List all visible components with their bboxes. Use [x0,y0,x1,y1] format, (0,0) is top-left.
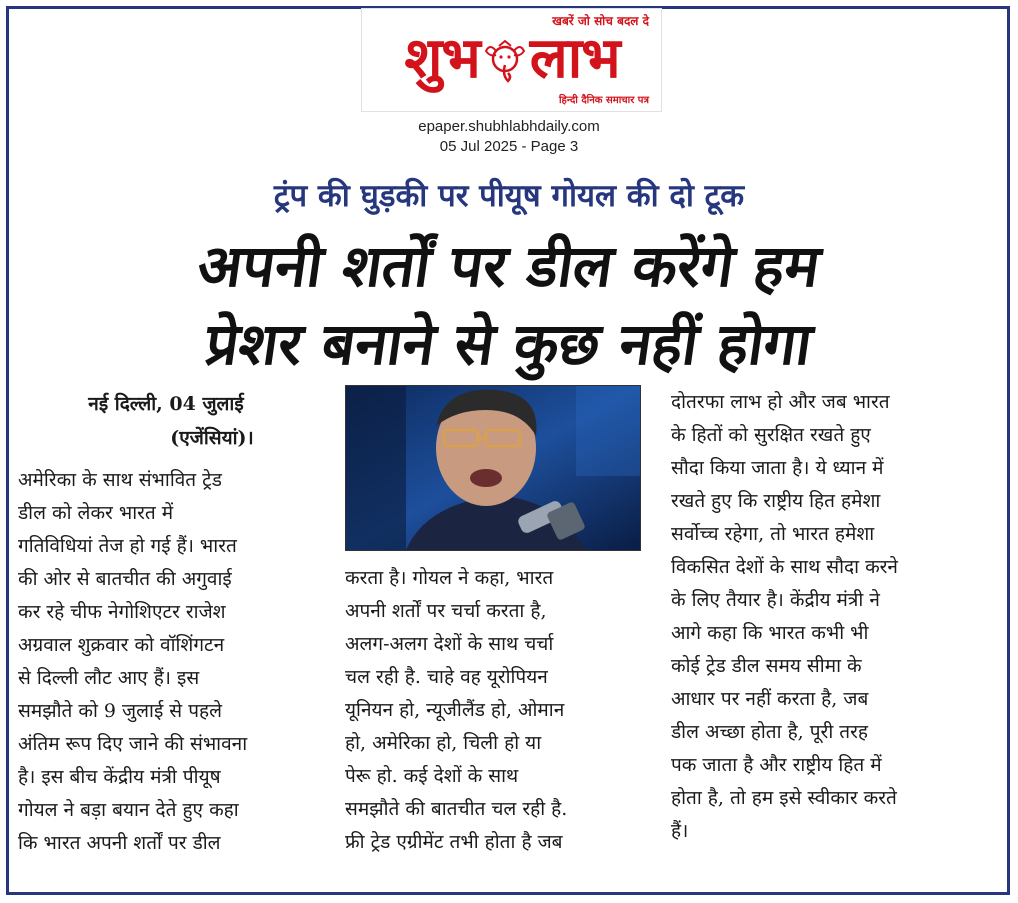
article-column-2 [345,562,641,859]
article-text-line: अलग-अलग देशों के साथ चर्चा [345,633,554,655]
article-kicker: ट्रंप की घुड़की पर पीयूष गोयल की दो टूक [273,178,745,214]
article-text-line: के हितों को सुरक्षित रखते हुए [671,424,871,446]
article-text-line: रखते हुए कि राष्ट्रीय हित हमेशा [671,490,881,512]
article-text-line: गोयल ने बड़ा बयान देते हुए कहा [18,799,239,821]
article-column-1 [18,464,314,860]
article-text-line: चल रही है. चाहे वह यूरोपियन [345,666,548,688]
article-text-line: कोई ट्रेड डील समय सीमा के [671,655,862,677]
article-text-line: हैं। [671,820,689,842]
article-text-line: पेरू हो. कई देशों के साथ [345,765,519,787]
article-text-line: अग्रवाल शुक्रवार को वॉशिंगटन [18,634,225,656]
article-text-line: डील अच्छा होता है, पूरी तरह [671,721,868,743]
article-text-line: कर रहे चीफ नेगोशिएटर राजेश [18,601,226,623]
edition-url: epaper.shubhlabhdaily.com [418,118,600,135]
masthead-subtitle: हिन्दी दैनिक समाचार पत्र [558,95,649,106]
article-text-line: अमेरिका के साथ संभावित ट्रेड [18,469,222,491]
article-text-line: आधार पर नहीं करता है, जब [671,688,869,710]
speaker-photo [346,386,640,550]
article-text-line: सर्वोच्च रहेगा, तो भारत हमेशा [671,523,875,545]
article-text-line: के लिए तैयार है। केंद्रीय मंत्री ने [671,589,880,611]
article-column-3 [671,386,967,848]
article-headline-line-1: अपनी शर्तों पर डील करेंगे हम [193,232,825,300]
masthead-name-right: लाभ [529,25,620,91]
article-text-line: विकसित देशों के साथ सौदा करने [671,556,898,578]
article-dateline: नई दिल्ली, 04 जुलाई [88,393,244,415]
article-text-line: फ्री ट्रेड एग्रीमेंट तभी होता है जब [345,831,563,853]
article-text-line: गतिविधियां तेज हो गई हैं। भारत [18,535,237,557]
masthead-name-left: शुभ [404,25,480,91]
article-text-line: आगे कहा कि भारत कभी भी [671,622,869,644]
article-text-line: होता है, तो हम इसे स्वीकार करते [671,787,897,809]
ganesha-icon [482,39,528,85]
article-text-line: यूनियन हो, न्यूजीलैंड हो, ओमान [345,699,565,721]
article-text-line: की ओर से बातचीत की अगुवाई [18,568,232,590]
article-agency: (एजेंसियां)। [170,427,254,449]
article-photo [345,385,641,551]
article-text-line: पक जाता है और राष्ट्रीय हित में [671,754,882,776]
article-text-line: करता है। गोयल ने कहा, भारत [345,567,554,589]
edition-date-page: 05 Jul 2025 - Page 3 [439,138,579,155]
article-text-line: समझौते की बातचीत चल रही है. [345,798,568,820]
article-text-line: हो, अमेरिका हो, चिली हो या [345,732,542,754]
article-text-line: समझौते को 9 जुलाई से पहले [18,700,222,722]
masthead-logo [361,8,662,112]
article-text-line: कि भारत अपनी शर्तों पर डील [18,832,221,854]
article-text-line: अंतिम रूप दिए जाने की संभावना [18,733,248,755]
article-text-line: दोतरफा लाभ हो और जब भारत [671,391,890,413]
article-text-line: अपनी शर्तों पर चर्चा करता है, [345,600,547,622]
article-text-line: से दिल्ली लौट आए हैं। इस [18,667,200,689]
article-text-line: डील को लेकर भारत में [18,502,174,524]
article-headline-line-2: प्रेशर बनाने से कुछ नहीं होगा [201,310,817,378]
article-text-line: है। इस बीच केंद्रीय मंत्री पीयूष [18,766,221,788]
masthead-tagline: खबरें जो सोच बदल दे [552,14,649,28]
masthead-name [372,23,652,93]
article-text-line: सौदा किया जाता है। ये ध्यान में [671,457,884,479]
